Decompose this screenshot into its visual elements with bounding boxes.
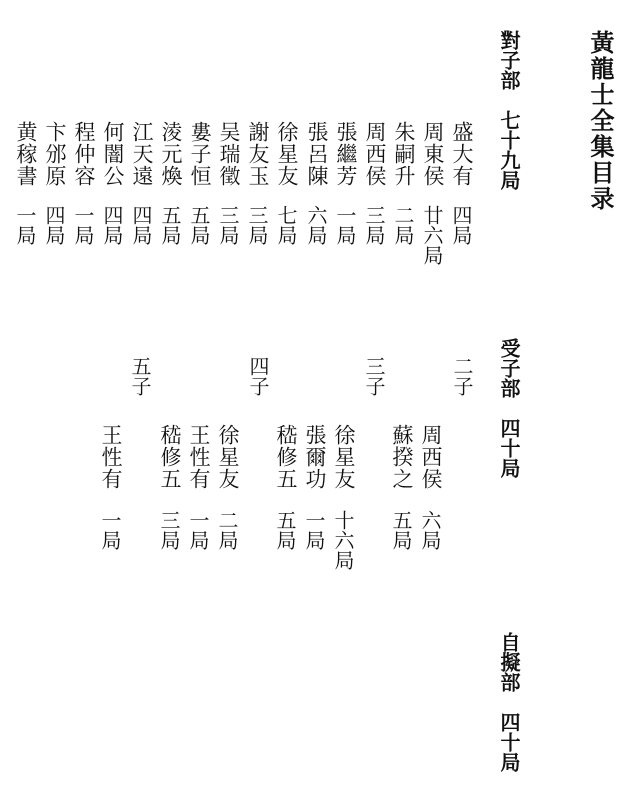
- section-heading-ziyi: 自擬部 四十局: [497, 632, 521, 772]
- player-name: 程仲容: [72, 121, 96, 187]
- game-count: 五局: [187, 205, 211, 245]
- game-count: 十六局: [331, 510, 355, 570]
- game-count: 一局: [13, 205, 37, 245]
- player-name: 淩元煥: [159, 121, 183, 187]
- game-count: 七局: [274, 205, 298, 245]
- game-count: 一局: [98, 510, 122, 550]
- game-count: 一局: [302, 510, 326, 550]
- handicap-group-label: 四子: [246, 356, 270, 396]
- game-count: 三局: [245, 205, 269, 245]
- player-name: 徐星友: [332, 424, 356, 490]
- game-count: 三局: [216, 205, 240, 245]
- handicap-group-label: 二子: [450, 356, 474, 396]
- player-name: 張呂陳: [305, 121, 329, 187]
- game-count: 廿六局: [420, 205, 444, 265]
- player-name: 嵇修五: [158, 424, 182, 490]
- game-count: 一局: [71, 205, 95, 245]
- game-count: 一局: [186, 510, 210, 550]
- player-name: 嵇修五: [274, 424, 298, 490]
- player-name: 江天遠: [130, 121, 154, 187]
- player-name: 張爾功: [303, 424, 327, 490]
- game-count: 六局: [418, 510, 442, 550]
- handicap-group-label: 三子: [362, 356, 386, 396]
- game-count: 六局: [304, 205, 328, 245]
- player-name: 謝友玉: [246, 121, 270, 187]
- page-title: 黃龍士全集目录: [586, 30, 615, 212]
- player-name: 婁子恒: [188, 121, 212, 187]
- section-heading-shouzi: 受子部 四十局: [497, 338, 521, 478]
- player-name: 張繼芳: [334, 121, 358, 187]
- game-count: 二局: [391, 205, 415, 245]
- game-count: 三局: [157, 510, 181, 550]
- player-name: 王性有: [99, 424, 123, 490]
- game-count: 五局: [389, 510, 413, 550]
- player-name: 盛大有: [450, 121, 474, 187]
- player-name: 何闇公: [101, 121, 125, 187]
- player-name: 周西侯: [419, 424, 443, 490]
- game-count: 五局: [273, 510, 297, 550]
- game-count: 四局: [129, 205, 153, 245]
- game-count: 四局: [42, 205, 66, 245]
- game-count: 四局: [100, 205, 124, 245]
- game-count: 四局: [449, 205, 473, 245]
- player-name: 徐星友: [216, 424, 240, 490]
- player-name: 黄稼書: [14, 121, 38, 187]
- player-name: 周東侯: [421, 121, 445, 187]
- game-count: 一局: [333, 205, 357, 245]
- section-heading-duizi: 對子部 七十九局: [497, 30, 521, 190]
- game-count: 五局: [158, 205, 182, 245]
- game-count: 二局: [215, 510, 239, 550]
- player-name: 徐星友: [275, 121, 299, 187]
- player-name: 蘇揆之: [390, 424, 414, 490]
- game-count: 三局: [362, 205, 386, 245]
- player-name: 吴瑞徵: [217, 121, 241, 187]
- player-name: 王性有: [187, 424, 211, 490]
- player-name: 周西侯: [363, 121, 387, 187]
- player-name: 朱嗣升: [392, 121, 416, 187]
- handicap-group-label: 五子: [128, 356, 152, 396]
- player-name: 卞邠原: [43, 121, 67, 187]
